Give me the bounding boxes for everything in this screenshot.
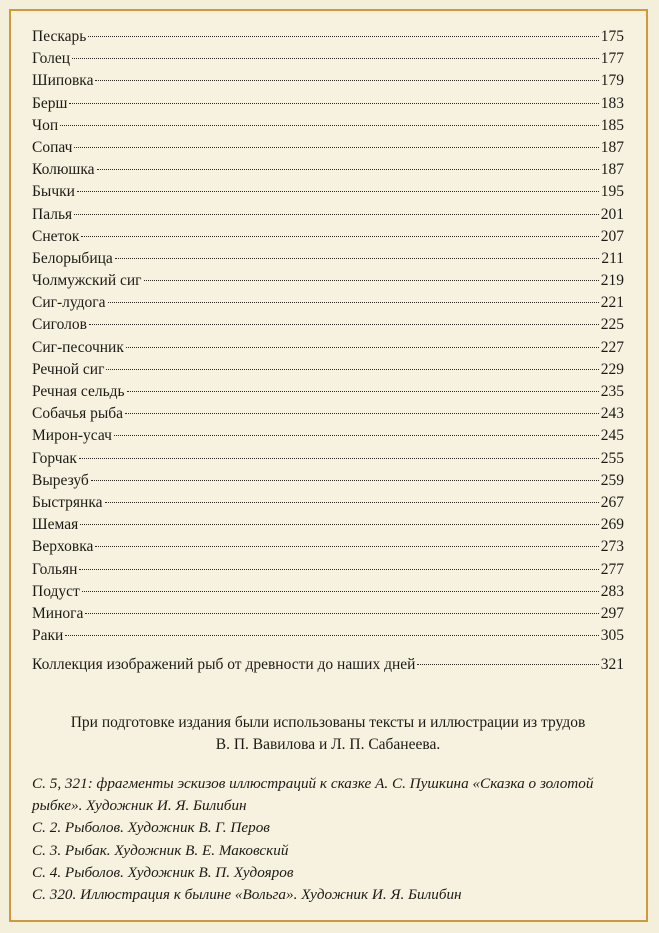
credit-line: С. 4. Рыболов. Художник В. П. Худояров [32, 863, 294, 881]
toc-entry-title: Речная сельдь [32, 383, 125, 400]
toc-entry[interactable] [32, 204, 624, 226]
toc-entry[interactable] [32, 93, 624, 115]
toc-entry-page: 321 [600, 656, 624, 673]
toc-leader-dots [95, 546, 598, 547]
toc-entry[interactable] [32, 181, 624, 203]
toc-entry-page: 245 [600, 427, 624, 445]
toc-entry-page: 225 [600, 316, 624, 334]
toc-entry-page: 297 [600, 604, 624, 622]
toc-entry-page: 201 [600, 205, 624, 223]
toc-entry-title: Сиг-песочник [32, 338, 124, 356]
toc-entry-title: Берш [32, 94, 68, 112]
toc-entry-page: 221 [600, 294, 624, 312]
toc-leader-dots [81, 236, 598, 237]
toc-entry-title: Сиголов [32, 316, 87, 334]
toc-entry-page: 235 [600, 383, 624, 400]
toc-entry[interactable] [32, 625, 624, 647]
toc-entry-page: 177 [600, 50, 624, 68]
toc-entry-title: Сиг-лудога [32, 294, 106, 312]
toc-entry-page: 259 [600, 471, 624, 489]
sources-note-line: При подготовке издания были использованы тексты и иллюстрации из трудов [70, 714, 586, 731]
toc-leader-dots [74, 147, 598, 148]
toc-entry[interactable] [32, 425, 624, 447]
toc-entry-title: Горчак [32, 449, 77, 467]
toc-entry[interactable] [32, 115, 624, 137]
toc-leader-dots [97, 169, 599, 170]
toc-entry-page: 243 [600, 405, 624, 423]
toc-entry-collection[interactable] [32, 654, 624, 676]
sources-note [32, 712, 624, 756]
illustration-credits [32, 773, 628, 906]
toc-leader-dots [127, 391, 599, 392]
toc-entry[interactable] [32, 226, 624, 248]
toc-entry[interactable] [32, 159, 624, 181]
toc-leader-dots [60, 125, 599, 126]
toc-entry-title: Снеток [32, 227, 80, 245]
toc-entry[interactable] [32, 137, 624, 159]
toc-entry-title: Пескарь [32, 28, 87, 45]
toc-leader-dots [108, 302, 599, 303]
toc-entry[interactable] [32, 514, 624, 536]
toc-entry[interactable] [32, 292, 624, 314]
toc-entry-page: 187 [600, 138, 624, 156]
toc-entry[interactable] [32, 403, 624, 425]
toc-entry-page: 229 [600, 360, 624, 378]
toc-leader-dots [85, 613, 598, 614]
toc-entry-title: Раки [32, 627, 64, 645]
toc-leader-dots [105, 502, 599, 503]
toc-leader-dots [126, 347, 599, 348]
toc-entry-page: 305 [600, 627, 624, 645]
toc-leader-dots [95, 80, 598, 81]
toc-entry-title: Сопач [32, 138, 73, 156]
toc-entry-title: Шиповка [32, 72, 94, 90]
toc-entry-page: 195 [600, 183, 624, 201]
toc-leader-dots [72, 58, 599, 59]
toc-entry-title: Гольян [32, 560, 78, 578]
table-of-contents [32, 26, 624, 647]
toc-entry-title: Палья [32, 205, 73, 223]
toc-entry[interactable] [32, 26, 624, 48]
toc-entry-page: 207 [600, 227, 624, 245]
credit-line: С. 3. Рыбак. Художник В. Е. Маковский [32, 841, 289, 859]
toc-leader-dots [77, 191, 599, 192]
toc-entry[interactable] [32, 536, 624, 558]
toc-entry-title: Подуст [32, 582, 80, 600]
credit-line: С. 320. Иллюстрация к былине «Вольга». Художник И. Я. Билибин [32, 886, 462, 904]
toc-entry[interactable] [32, 270, 624, 292]
toc-entry-title: Речной сиг [32, 360, 105, 378]
toc-entry[interactable] [32, 603, 624, 625]
toc-entry-title: Коллекция изображений рыб от древности до наших дней [32, 656, 416, 673]
toc-entry-page: 283 [600, 582, 624, 600]
toc-entry-page: 179 [600, 72, 624, 90]
toc-entry-page: 267 [600, 493, 624, 511]
toc-entry-title: Быстрянка [32, 493, 103, 511]
toc-entry[interactable] [32, 381, 624, 403]
toc-leader-dots [89, 324, 599, 325]
toc-entry-title: Чоп [32, 116, 59, 134]
toc-entry-title: Мирон-усач [32, 427, 112, 445]
toc-entry-title: Собачья рыба [32, 405, 124, 423]
toc-leader-dots [79, 458, 599, 459]
toc-leader-dots [114, 435, 599, 436]
toc-leader-dots [88, 36, 598, 37]
toc-leader-dots [125, 413, 599, 414]
toc-entry-page: 277 [600, 560, 624, 578]
toc-leader-dots [417, 664, 598, 665]
toc-leader-dots [79, 569, 598, 570]
toc-entry[interactable] [32, 581, 624, 603]
toc-entry[interactable] [32, 48, 624, 70]
toc-entry-page: 185 [600, 116, 624, 134]
toc-entry-page: 219 [600, 272, 624, 290]
toc-entry-page: 187 [600, 161, 624, 179]
toc-entry-title: Вырезуб [32, 471, 89, 489]
toc-entry-page: 269 [600, 516, 624, 534]
toc-entry-title: Белорыбица [32, 249, 113, 267]
toc-entry[interactable] [32, 492, 624, 514]
toc-entry-page: 211 [601, 249, 624, 267]
toc-entry-page: 183 [600, 94, 624, 112]
credit-line: С. 2. Рыболов. Художник В. Г. Перов [32, 819, 270, 837]
credit-line: С. 5, 321: фрагменты эскизов иллюстраций к сказке А. С. Пушкина «Сказка о золотой рыбке». Художник И. Я. Билибин [32, 775, 594, 815]
toc-entry-page: 273 [600, 538, 624, 556]
toc-entry-page: 227 [600, 338, 624, 356]
toc-leader-dots [144, 280, 599, 281]
toc-entry[interactable] [32, 559, 624, 581]
toc-entry[interactable] [32, 337, 624, 359]
toc-leader-dots [74, 214, 599, 215]
toc-leader-dots [82, 591, 599, 592]
toc-entry-title: Голец [32, 50, 71, 68]
toc-entry[interactable] [32, 314, 624, 336]
toc-entry-title: Верховка [32, 538, 94, 556]
toc-entry[interactable] [32, 448, 624, 470]
toc-entry-page: 255 [600, 449, 624, 467]
sources-note-line: В. П. Вавилова и Л. П. Сабанеева. [215, 736, 441, 753]
toc-entry[interactable] [32, 70, 624, 92]
toc-entry-title: Шемая [32, 516, 79, 534]
toc-entry[interactable] [32, 470, 624, 492]
toc-entry-page: 175 [600, 28, 624, 45]
toc-leader-dots [80, 524, 599, 525]
toc-entry[interactable] [32, 248, 624, 270]
toc-leader-dots [91, 480, 599, 481]
toc-entry-title: Бычки [32, 183, 75, 201]
toc-entry-title: Колюшка [32, 161, 95, 179]
toc-leader-dots [69, 103, 598, 104]
toc-entry-title: Минога [32, 604, 84, 622]
toc-leader-dots [115, 258, 600, 259]
toc-leader-dots [65, 635, 598, 636]
toc-entry[interactable] [32, 359, 624, 381]
toc-entry-title: Чолмужский сиг [32, 272, 142, 290]
toc-leader-dots [106, 369, 598, 370]
